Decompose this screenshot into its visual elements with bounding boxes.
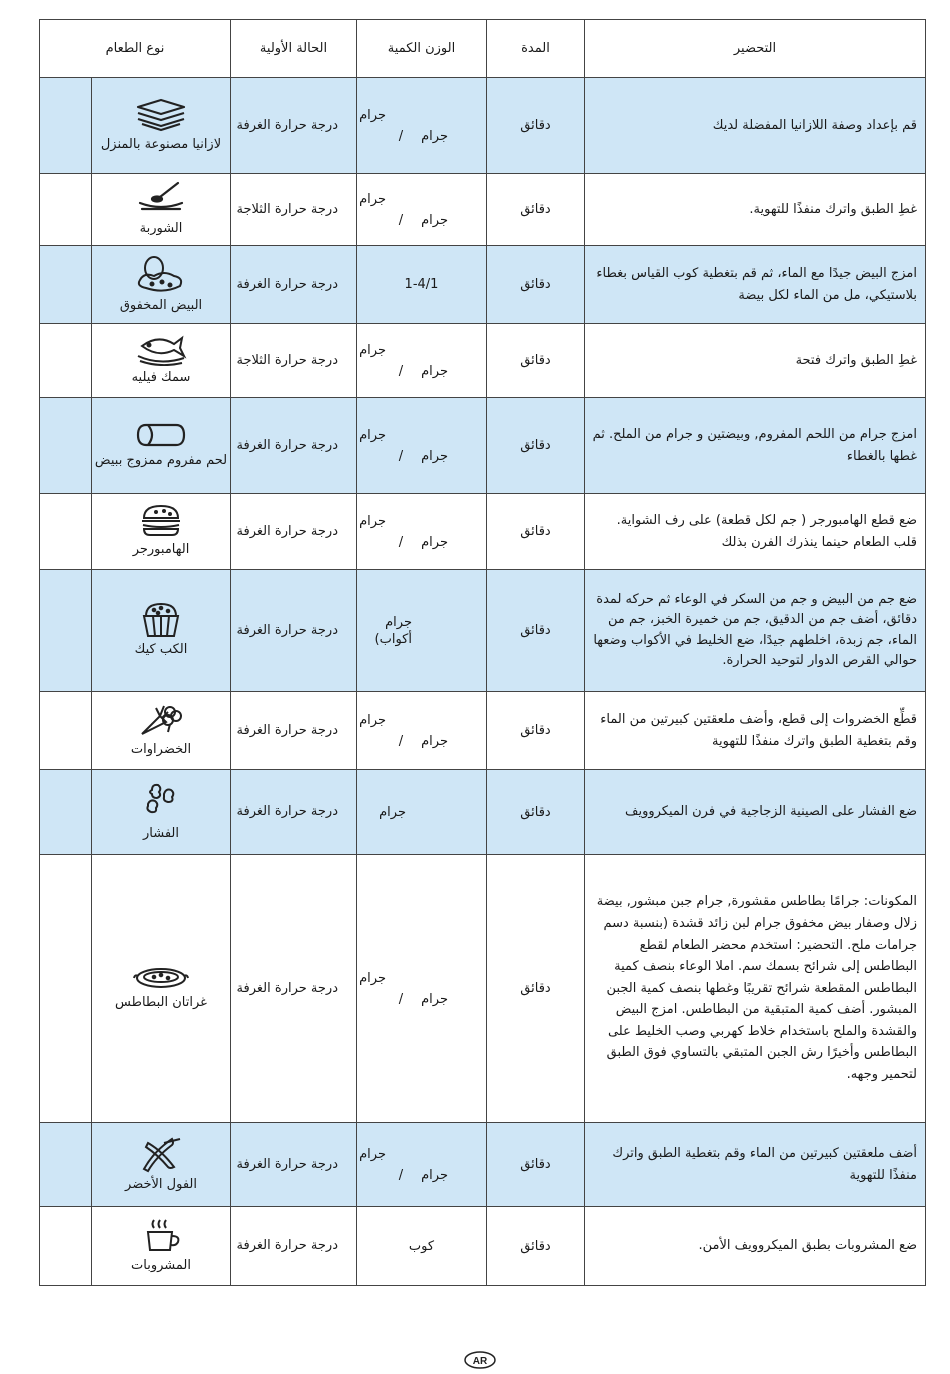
table-row bbox=[40, 1123, 926, 1207]
blank-cell bbox=[40, 770, 92, 855]
food-cell bbox=[92, 1207, 231, 1286]
header-row bbox=[40, 20, 926, 78]
quantity-cell: جرام جرام/ bbox=[357, 494, 487, 570]
quantity-cell: جرام جرام/ bbox=[357, 855, 487, 1123]
table-row bbox=[40, 174, 926, 246]
preparation: ضع قطع الهامبورجر ( جم لكل قطعة) على رف الشواية. قلب الطعام حينما ينذرك الفرن بذلك bbox=[585, 494, 926, 570]
table-row bbox=[40, 246, 926, 324]
table-row bbox=[40, 494, 926, 570]
table-row bbox=[40, 692, 926, 770]
initial-state: درجة حرارة الغرفة bbox=[231, 570, 357, 692]
preparation: غطِ الطبق واترك منفذًا للتهوية. bbox=[585, 174, 926, 246]
duration: دقائق bbox=[487, 398, 585, 494]
food-label: البيض المخفوق bbox=[119, 298, 203, 313]
duration: دقائق bbox=[487, 692, 585, 770]
quantity-cell: جرام جرام/ bbox=[357, 1123, 487, 1207]
preparation: امزج البيض جيدًا مع الماء، ثم قم بتغطية كوب القياس بغطاء بلاستيكي، مل من الماء لكل بيضة bbox=[585, 246, 926, 324]
header-prep: التحضير bbox=[585, 20, 926, 78]
page-language-badge bbox=[463, 1350, 497, 1370]
gratin-dish-icon bbox=[92, 965, 230, 991]
table-row bbox=[40, 570, 926, 692]
header-initial: الحالة الأولية bbox=[231, 20, 357, 78]
hamburger-icon bbox=[92, 504, 230, 538]
quantity-cell: جرام جرام/ bbox=[357, 174, 487, 246]
food-cell bbox=[92, 78, 231, 174]
food-cell bbox=[92, 494, 231, 570]
food-cell bbox=[92, 246, 231, 324]
initial-state: درجة حرارة الغرفة bbox=[231, 78, 357, 174]
food-label: الفول الأخضر bbox=[125, 1177, 197, 1192]
initial-state: درجة حرارة الغرفة bbox=[231, 692, 357, 770]
duration: دقائق bbox=[487, 1123, 585, 1207]
table-row bbox=[40, 770, 926, 855]
food-cell bbox=[92, 855, 231, 1123]
food-label: الهامبورجر bbox=[132, 542, 190, 557]
food-label: الفشار bbox=[143, 825, 179, 841]
food-label: الكب كيك bbox=[134, 642, 188, 657]
initial-state: درجة حرارة الغرفة bbox=[231, 494, 357, 570]
initial-state: درجة حرارة الغرفة bbox=[231, 246, 357, 324]
food-label: الشوربة bbox=[139, 221, 183, 236]
hot-drink-icon bbox=[92, 1218, 230, 1254]
duration: دقائق bbox=[487, 855, 585, 1123]
header-duration: المدة bbox=[487, 20, 585, 78]
food-label: لازانيا مصنوعة بالمنزل bbox=[100, 137, 222, 152]
page-language-label: AR bbox=[472, 1356, 488, 1367]
blank-cell bbox=[40, 1123, 92, 1207]
popcorn-icon bbox=[92, 782, 230, 822]
quantity-cell: جرام bbox=[357, 770, 487, 855]
food-label: غراتان البطاطس bbox=[115, 995, 207, 1010]
blank-cell bbox=[40, 78, 92, 174]
quantity-cell: 1-4/1 bbox=[357, 246, 487, 324]
meatloaf-icon bbox=[92, 421, 230, 449]
blank-cell bbox=[40, 1207, 92, 1286]
initial-state: درجة حرارة الغرفة bbox=[231, 398, 357, 494]
blank-cell bbox=[40, 855, 92, 1123]
preparation: قم بإعداد وصفة اللازانيا المفضلة لديك bbox=[585, 78, 926, 174]
blank-cell bbox=[40, 570, 92, 692]
green-beans-icon bbox=[92, 1135, 230, 1173]
initial-state: درجة حرارة الغرفة bbox=[231, 1207, 357, 1286]
blank-cell bbox=[40, 324, 92, 398]
preparation: المكونات: جرامًا بطاطس مقشورة, جرام جبن مبشور, بيضة زلال وصفار بيض مخفوق جرام لبن زائد قشدة (بنسبة دسم جرامات ملح. التحضير: استخدم محضر الطعام لقطع البطاطس إلى شرائح بسمك سم. املا الوعاء بنصف كمية البطاطس المقطعة شرائح تقريبًا وغطها بنصف كمية الجبن المبشور. أضف كمية المتبقية من البطاطس. امزج البيض والقشدة والملح باستخدام خلاط كهربي وصب الخليط على البطاطس وأخيرًا رش الجبن المتبقي بالتساوي فوق الطبق لتحمير وجهه. bbox=[585, 855, 926, 1123]
preparation: قطِّع الخضروات إلى قطع، وأضف ملعقتين كبيرتين من الماء وقم بتغطية الطبق واترك منفذًا للتهوية bbox=[585, 692, 926, 770]
duration: دقائق bbox=[487, 570, 585, 692]
preparation: أضف ملعقتين كبيرتين من الماء وقم بتغطية الطبق واترك منفذًا للتهوية bbox=[585, 1123, 926, 1207]
cooking-table bbox=[39, 19, 926, 1286]
quantity-cell: جرام جرام/ bbox=[357, 398, 487, 494]
initial-state: درجة حرارة الغرفة bbox=[231, 855, 357, 1123]
table-row bbox=[40, 855, 926, 1123]
preparation: ضع جم من البيض و جم من السكر في الوعاء ثم حركه لمدة دقائق، أضف جم من الدقيق، جم من خميرة الخبز، جم من الماء، جم زبدة، اخلطهم جيدًا، ضع الخليط في الأكواب وضعها حوالي القرص الدوار لتوحيد الحرارة. bbox=[585, 570, 926, 692]
food-cell bbox=[92, 770, 231, 855]
quantity-cell: كوب bbox=[357, 1207, 487, 1286]
food-cell bbox=[92, 692, 231, 770]
preparation: غطِ الطبق واترك فتحة bbox=[585, 324, 926, 398]
blank-cell bbox=[40, 398, 92, 494]
food-cell bbox=[92, 1123, 231, 1207]
blank-cell bbox=[40, 174, 92, 246]
scrambled-eggs-icon bbox=[92, 254, 230, 294]
table-row bbox=[40, 78, 926, 174]
preparation: ضع المشروبات بطبق الميكروويف الأمن. bbox=[585, 1207, 926, 1286]
soup-bowl-icon bbox=[92, 181, 230, 217]
food-cell bbox=[92, 570, 231, 692]
quantity-cell: جرام جرام/ bbox=[357, 324, 487, 398]
duration: دقائق bbox=[487, 246, 585, 324]
quantity-cell: جرام جرام/ bbox=[357, 78, 487, 174]
food-label: المشروبات bbox=[131, 1257, 191, 1273]
cupcake-icon bbox=[92, 602, 230, 638]
initial-state: درجة حرارة الغرفة bbox=[231, 1123, 357, 1207]
quantity-cell: جرام أكواب) bbox=[357, 570, 487, 692]
fish-fillet-icon bbox=[92, 334, 230, 366]
preparation: امزج جرام من اللحم المفروم, وبيضتين و جرام من الملح. ثم غطها بالغطاء bbox=[585, 398, 926, 494]
food-cell bbox=[92, 398, 231, 494]
duration: دقائق bbox=[487, 174, 585, 246]
blank-cell bbox=[40, 692, 92, 770]
lasagna-icon bbox=[92, 97, 230, 133]
initial-state: درجة حرارة الثلاجة bbox=[231, 324, 357, 398]
food-label: سمك فيليه bbox=[131, 370, 191, 385]
preparation: ضع الفشار على الصينية الزجاجية في فرن الميكروويف bbox=[585, 770, 926, 855]
initial-state: درجة حرارة الثلاجة bbox=[231, 174, 357, 246]
table-row bbox=[40, 1207, 926, 1286]
duration: دقائق bbox=[487, 1207, 585, 1286]
food-cell bbox=[92, 174, 231, 246]
table-row bbox=[40, 324, 926, 398]
blank-cell bbox=[40, 246, 92, 324]
duration: دقائق bbox=[487, 78, 585, 174]
vegetables-icon bbox=[92, 702, 230, 738]
duration: دقائق bbox=[487, 494, 585, 570]
duration: دقائق bbox=[487, 324, 585, 398]
food-cell bbox=[92, 324, 231, 398]
table-row bbox=[40, 398, 926, 494]
food-label: لحم مفروم ممزوج ببيض bbox=[94, 453, 228, 468]
header-food: نوع الطعام bbox=[40, 20, 231, 78]
quantity-cell: جرام جرام/ bbox=[357, 692, 487, 770]
initial-state: درجة حرارة الغرفة bbox=[231, 770, 357, 855]
food-label: الخضراوات bbox=[130, 742, 192, 757]
header-quantity: الوزن الكمية bbox=[357, 20, 487, 78]
blank-cell bbox=[40, 494, 92, 570]
duration: دقائق bbox=[487, 770, 585, 855]
